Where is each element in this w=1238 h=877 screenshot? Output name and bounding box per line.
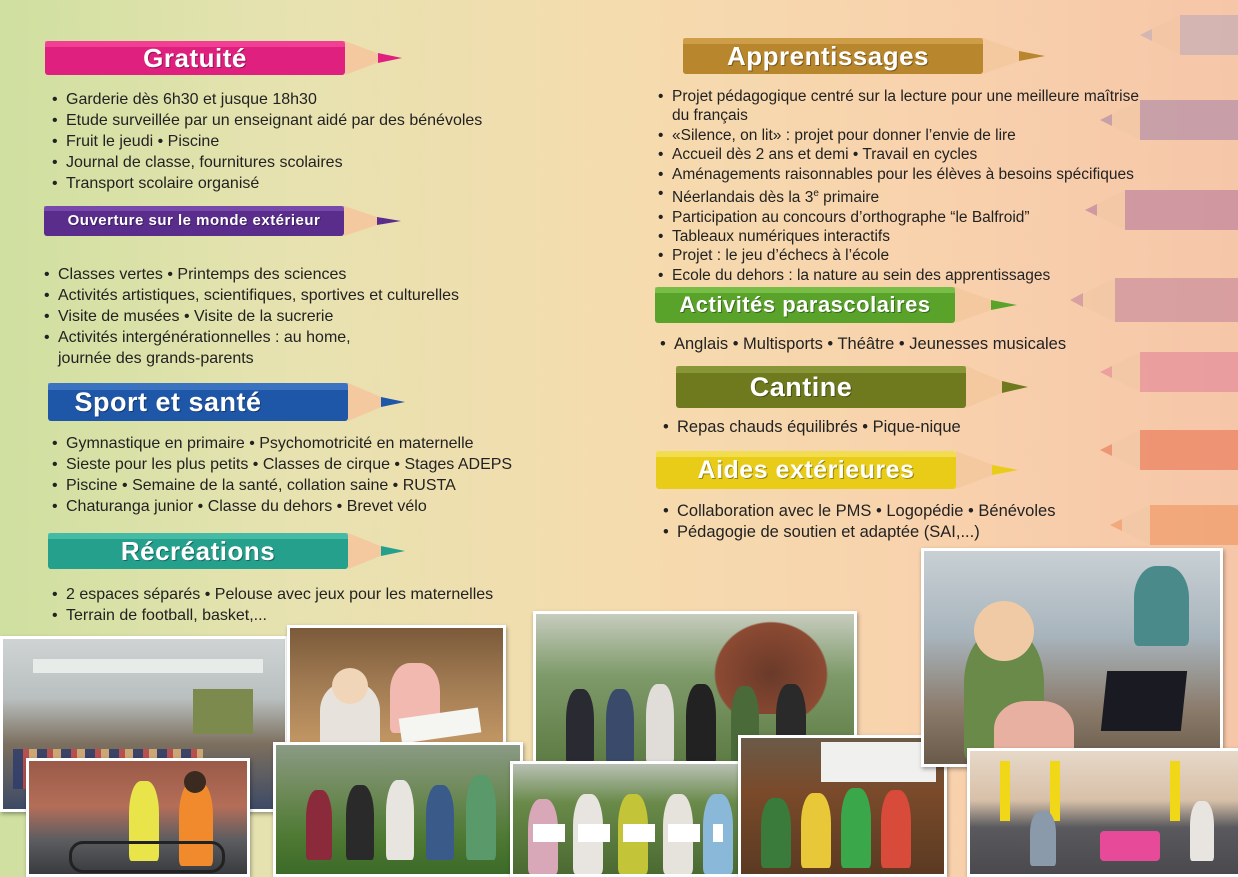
list-item-continuation: journée des grands-parents [58, 350, 254, 367]
photo-kids-laptop [921, 548, 1223, 767]
list-item: • Pédagogie de soutien et adaptée (SAI,...) [661, 522, 1055, 543]
recreations-list [50, 584, 493, 626]
gratuite-list [50, 89, 482, 194]
photo-bikes [26, 758, 250, 877]
section-header-ouverture [44, 202, 404, 240]
section-header-apprentissages [683, 36, 1053, 74]
parascolaires-list [658, 335, 1066, 354]
section-header-recreations [48, 531, 408, 569]
apprentissages-list [656, 87, 1139, 285]
list-item: • Activités artistiques, scientifiques, sportives et culturelles [42, 285, 459, 306]
neerlandais-superscript: e [813, 188, 819, 200]
photo-kids-writing [287, 625, 506, 753]
list-item: • Anglais • Multisports • Théâtre • Jeunesses musicales [658, 335, 1066, 354]
ouverture-list [42, 264, 459, 369]
photo-playground [967, 748, 1238, 877]
list-item: • Aménagements raisonnables pour les élèves à besoins spécifiques [656, 165, 1139, 184]
list-item: • Participation au concours d’orthographe “le Balfroid” [656, 208, 1139, 227]
section-header-aides [656, 449, 1026, 487]
section-header-sport [48, 381, 408, 419]
list-item: • Classes vertes • Printemps des sciences [42, 264, 459, 285]
list-item-neerlandais [656, 184, 1139, 208]
list-item: • Tableaux numériques interactifs [656, 227, 1139, 246]
list-item: • Visite de musées • Visite de la sucrerie [42, 306, 459, 327]
list-item: • 2 espaces séparés • Pelouse avec jeux pour les maternelles [50, 584, 493, 605]
list-item: • Etude surveillée par un enseignant aidé par des bénévoles [50, 110, 482, 131]
section-header-gratuite [45, 39, 405, 77]
list-item: • «Silence, on lit» : projet pour donner l’envie de lire [656, 126, 1139, 145]
section-header-parascolaires [655, 285, 1025, 323]
list-item: • Piscine • Semaine de la santé, collation saine • RUSTA [50, 475, 512, 496]
section-title: Ouverture sur le monde extérieur [67, 212, 321, 229]
list-item: • Fruit le jeudi • Piscine [50, 131, 482, 152]
sport-list [50, 433, 512, 517]
photo-kids-group-garden [273, 742, 523, 877]
list-item: • Garderie dès 6h30 et jusque 18h30 [50, 89, 482, 110]
list-item: • Terrain de football, basket,... [50, 605, 493, 626]
list-item-continuation: du français [672, 107, 748, 125]
section-title: Gratuité [143, 43, 247, 73]
aides-list [661, 501, 1055, 543]
section-title: Sport et santé [74, 387, 262, 417]
list-item: • Activités intergénérationnelles : au home, [42, 327, 459, 348]
list-item: • Chaturanga junior • Classe du dehors • Brevet vélo [50, 496, 512, 517]
list-item: • Accueil dès 2 ans et demi • Travail en cycles [656, 145, 1139, 164]
cantine-list [661, 418, 961, 437]
list-item: • Projet : le jeu d’échecs à l’école [656, 246, 1139, 265]
photo-carnival-classroom [738, 735, 947, 877]
list-item: • Ecole du dehors : la nature au sein des apprentissages [656, 266, 1139, 285]
section-title: Aides extérieures [697, 456, 915, 484]
photo-kids-certificates [510, 761, 746, 877]
list-item: • Gymnastique en primaire • Psychomotricité en maternelle [50, 433, 512, 454]
section-title: Activités parascolaires [679, 292, 931, 317]
list-item: • Transport scolaire organisé [50, 173, 482, 194]
section-title: Récréations [120, 536, 276, 566]
neerlandais-text-end: primaire [818, 189, 880, 207]
list-item: • Projet pédagogique centré sur la lecture pour une meilleure maîtrise [656, 87, 1139, 106]
section-header-cantine [676, 364, 1036, 402]
list-item: • Sieste pour les plus petits • Classes de cirque • Stages ADEPS [50, 454, 512, 475]
list-item: • Journal de classe, fournitures scolaires [50, 152, 482, 173]
list-item: • Collaboration avec le PMS • Logopédie • Bénévoles [661, 501, 1055, 522]
neerlandais-text: Néerlandais dès la 3 [672, 189, 814, 207]
list-item: • Repas chauds équilibrés • Pique-nique [661, 418, 961, 437]
section-title: Cantine [749, 372, 853, 402]
section-title: Apprentissages [726, 41, 930, 71]
